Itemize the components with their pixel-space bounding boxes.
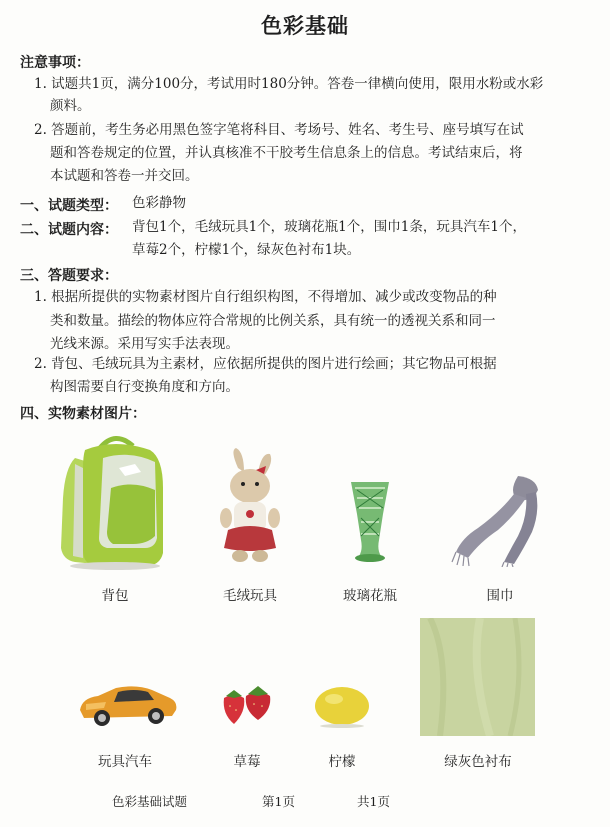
backpack-label: 背包 xyxy=(101,588,129,604)
section-1-heading: 一、试题类型： xyxy=(20,198,118,214)
notice-item-1-line-1: 1. 试题共1页，满分100分，考试用时180分钟。答卷一律横向使用，限用水粉或水彩 xyxy=(34,76,544,92)
section-2-heading: 二、试题内容： xyxy=(20,222,118,238)
scarf-label: 围巾 xyxy=(486,588,514,604)
toy-car-label: 玩具汽车 xyxy=(98,754,152,770)
section-2-line-1: 背包1个，毛绒玩具1个，玻璃花瓶1个，围巾1条，玩具汽车1个， xyxy=(132,219,526,235)
strawberry-image xyxy=(218,684,276,726)
section-2-line-2: 草莓2个，柠檬1个，绿灰色衬布1块。 xyxy=(132,242,361,258)
footer-subject: 色彩基础试题 xyxy=(112,794,188,809)
footer-page-number: 第1页 xyxy=(262,794,295,809)
lemon-image xyxy=(312,684,372,728)
section-4-heading: 四、实物素材图片： xyxy=(20,406,146,422)
plush-toy-label: 毛绒玩具 xyxy=(223,588,277,604)
requirement-2-line-2: 构图需要自行变换角度和方向。 xyxy=(50,379,239,395)
cloth-image xyxy=(420,618,535,736)
requirement-2-line-1: 2. 背包、毛绒玩具为主素材，应依据所提供的图片进行绘画；其它物品可根据 xyxy=(34,356,497,372)
glass-vase-label: 玻璃花瓶 xyxy=(343,588,397,604)
notice-item-2-line-2: 题和答卷规定的位置，并认真核准不干胶考生信息条上的信息。考试结束后，将 xyxy=(50,145,523,161)
requirement-1-line-1: 1. 根据所提供的实物素材图片自行组织构图，不得增加、减少或改变物品的种 xyxy=(34,289,497,305)
notice-item-2-line-1: 2. 答题前，考生务必用黑色签字笔将科目、考场号、姓名、考生号、座号填写在试 xyxy=(34,122,524,138)
cloth-label: 绿灰色衬布 xyxy=(444,754,512,770)
notice-heading: 注意事项： xyxy=(20,55,90,71)
requirement-1-line-3: 光线来源。采用写实手法表现。 xyxy=(50,336,239,352)
glass-vase-image xyxy=(345,478,395,563)
backpack-image xyxy=(55,428,175,573)
requirement-1-line-2: 类和数量。描绘的物体应符合常规的比例关系，具有统一的透视关系和同一 xyxy=(50,313,496,329)
plush-toy-image xyxy=(210,448,290,568)
strawberry-label: 草莓 xyxy=(233,754,261,770)
scarf-image xyxy=(448,472,543,567)
notice-item-1-line-2: 颜料。 xyxy=(50,98,91,114)
lemon-label: 柠檬 xyxy=(328,754,356,770)
toy-car-image xyxy=(76,680,180,728)
section-1-value: 色彩静物 xyxy=(132,195,186,211)
footer-total-pages: 共1页 xyxy=(357,794,390,809)
section-3-heading: 三、答题要求： xyxy=(20,268,118,284)
page-title: 色彩基础 xyxy=(261,14,349,38)
notice-item-2-line-3: 本试题和答卷一并交回。 xyxy=(50,168,199,184)
